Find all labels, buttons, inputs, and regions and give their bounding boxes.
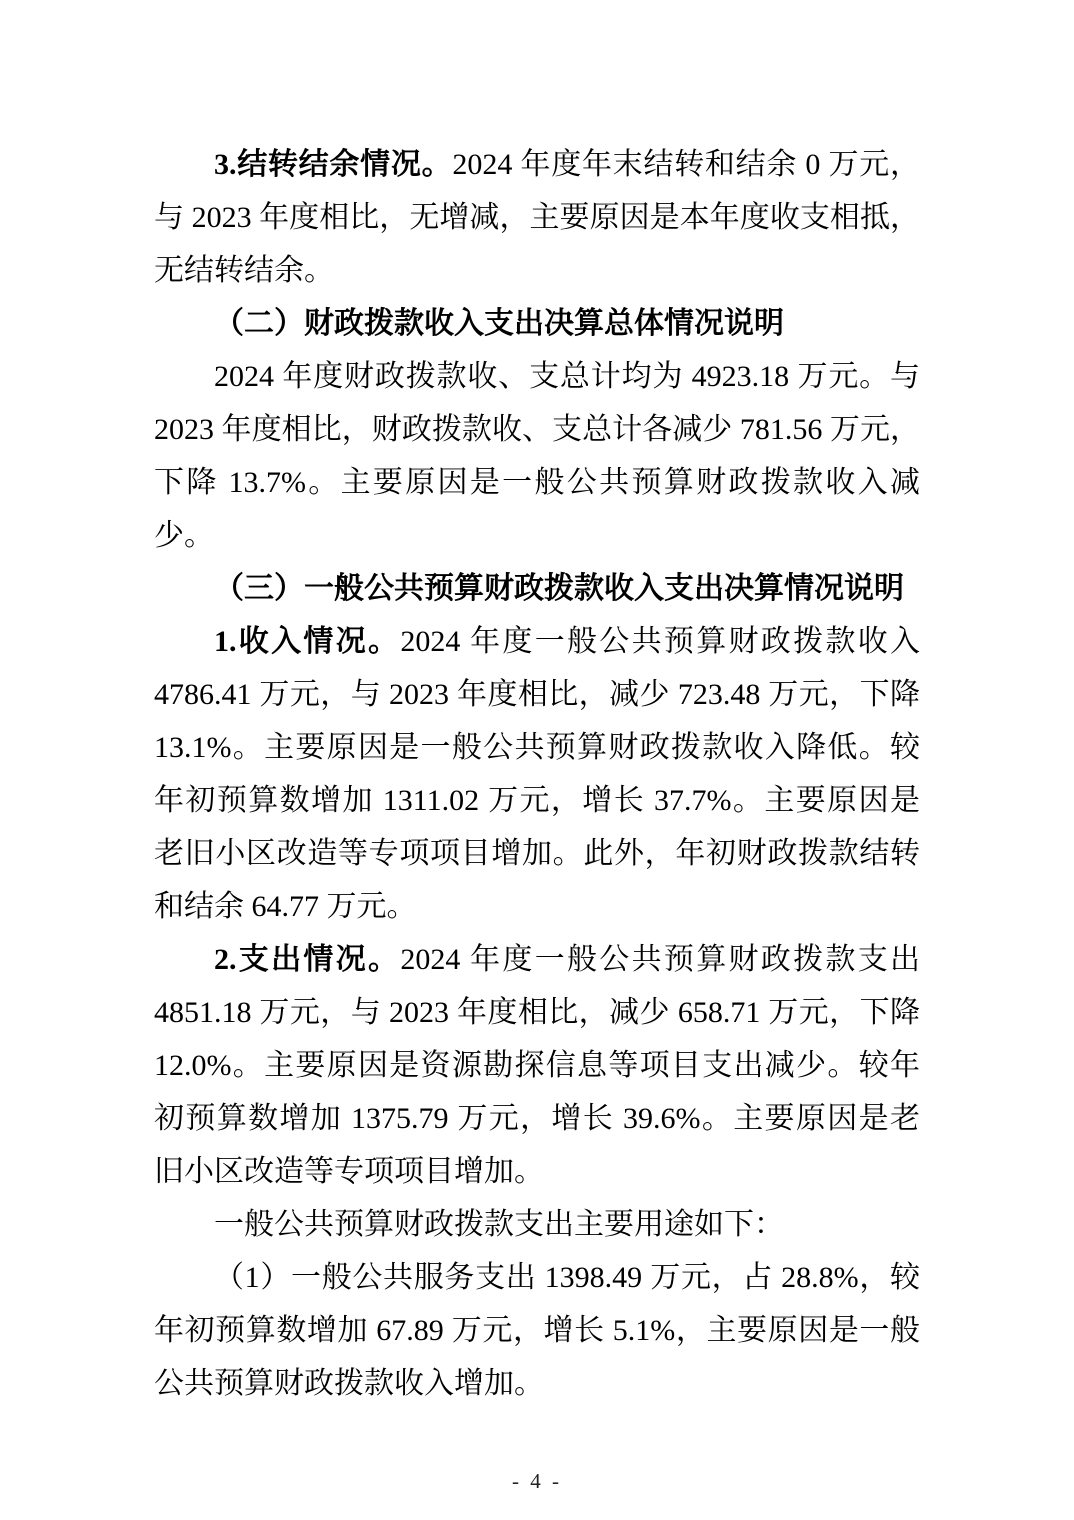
paragraph-usage-intro: [154, 1198, 920, 1251]
paragraph-income-situation: [154, 615, 920, 933]
paragraph-usage-item-general-public-service: [154, 1251, 920, 1410]
paragraph-text: 2024 年度一般公共预算财政拨款支出 4851.18 万元，与 2023 年度相比，减少 658.71 万元，下降 12.0%。主要原因是资源勘探信息等项目支出减少。较年初预算数增加 1375.79 万元，增长 39.6%。主要原因是老旧小区改造等专项项目增加。: [154, 943, 921, 1188]
paragraph-text: 2024 年度一般公共预算财政拨款收入 4786.41 万元，与 2023 年度相比，减少 723.48 万元，下降 13.1%。主要原因是一般公共预算财政拨款收入降低。较年初预算数增加 1311.02 万元，增长 37.7%。主要原因是老旧小区改造等专项项目增加。此外，年初财政拨款结转和结余 64.77 万元。: [154, 625, 921, 923]
document-body: [154, 138, 920, 1410]
paragraph-text: （1）一般公共服务支出 1398.49 万元，占 28.8%，较年初预算数增加 67.89 万元，增长 5.1%，主要原因是一般公共预算财政拨款收入增加。: [154, 1261, 920, 1400]
paragraph-carryover-balance: [154, 138, 920, 297]
paragraph-text: 2024 年度财政拨款收、支总计均为 4923.18 万元。与 2023 年度相比，财政拨款收、支总计各减少 781.56 万元，下降 13.7%。主要原因是一般公共预算财政拨款收入减少。: [154, 360, 920, 552]
paragraph-lead-bold: 1.收入情况。: [214, 625, 401, 658]
paragraph-text: 2024 年度年末结转和结余 0 万元，与 2023 年度相比，无增减，主要原因是本年度收支相抵，无结转结余。: [154, 148, 921, 287]
paragraph-expenditure-situation: [154, 933, 920, 1198]
paragraph-lead-bold: 3.结转结余情况。: [214, 148, 453, 181]
section-heading-general-public-budget: （三）一般公共预算财政拨款收入支出决算情况说明: [214, 572, 904, 605]
page-footer: [0, 1469, 1074, 1494]
section-heading-fiscal-appropriation-overview: （二）财政拨款收入支出决算总体情况说明: [214, 307, 784, 340]
paragraph-lead-bold: 2.支出情况。: [214, 943, 401, 976]
page-number: - 4 -: [512, 1469, 562, 1493]
paragraph-fiscal-appropriation-total: [154, 350, 920, 562]
paragraph-text: 一般公共预算财政拨款支出主要用途如下：: [214, 1208, 784, 1241]
